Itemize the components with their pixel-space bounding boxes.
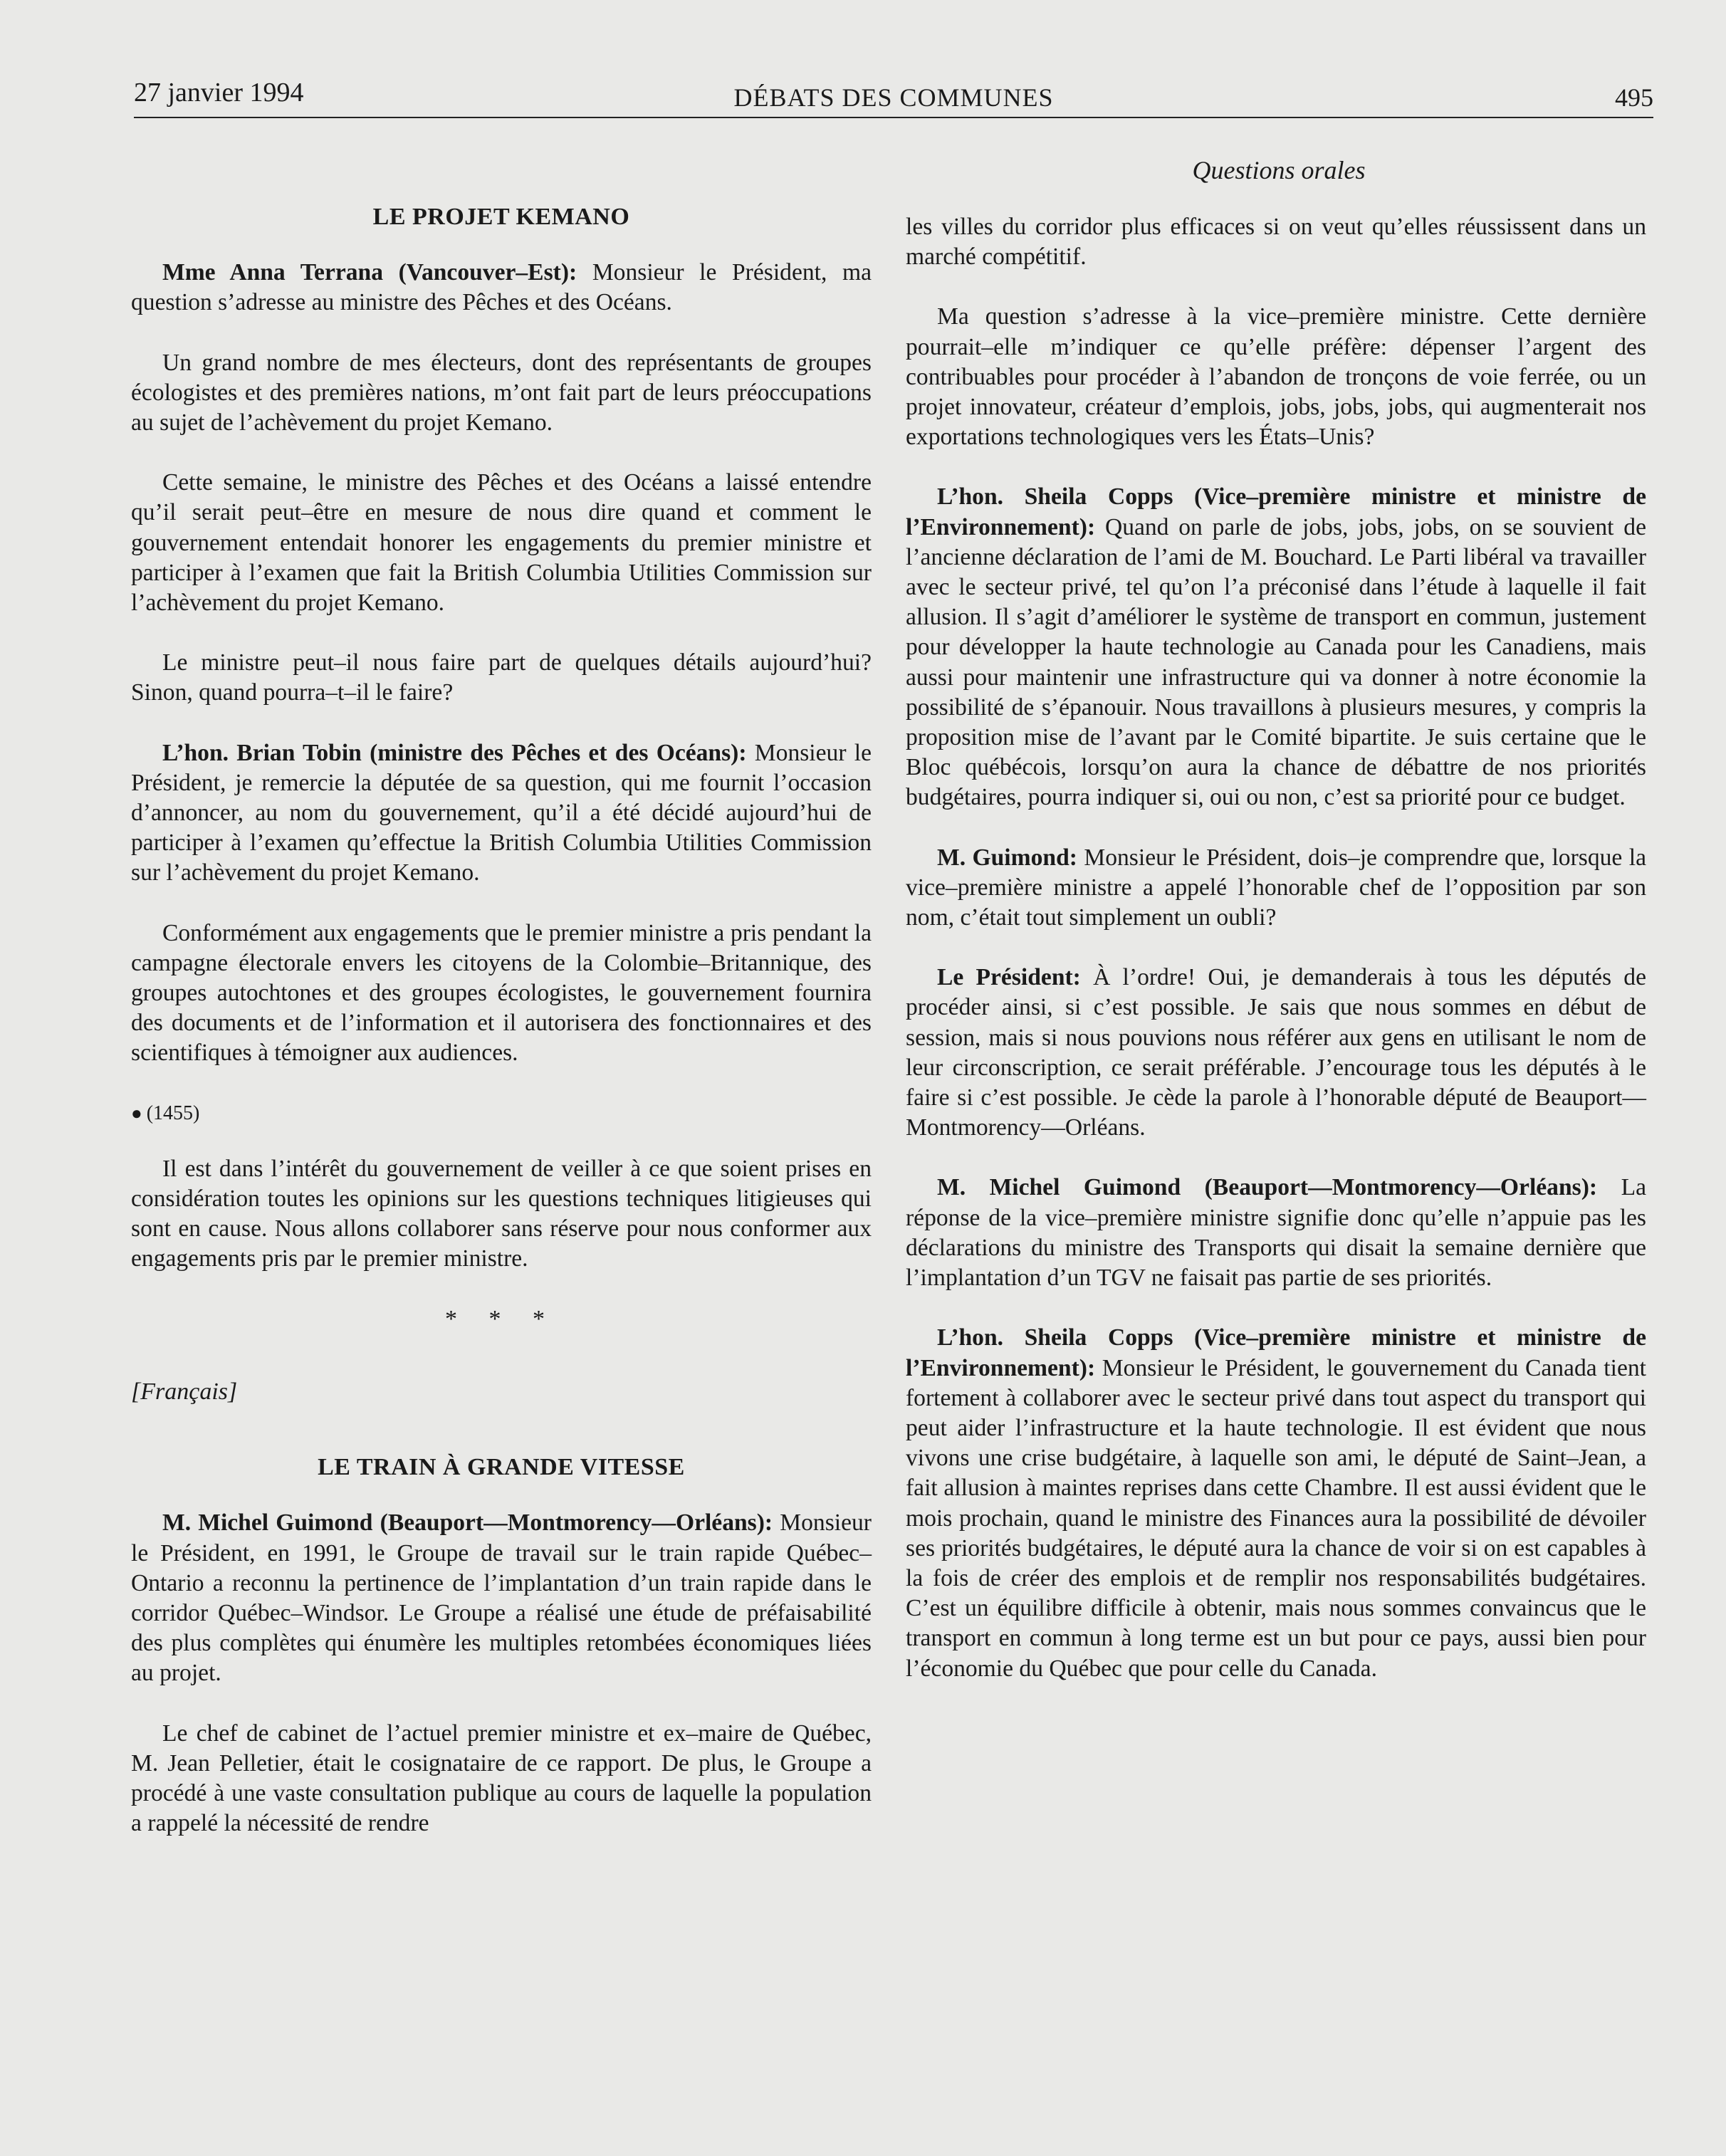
section-separator: * * * <box>445 1305 558 1332</box>
paragraph <box>906 843 1646 933</box>
speaker-name: Le Président: <box>937 964 1081 991</box>
paragraph <box>906 482 1646 812</box>
paragraph <box>131 258 872 318</box>
language-tag: [Français] <box>131 1378 238 1405</box>
paragraph <box>906 963 1646 1143</box>
paragraph: Cette semaine, le ministre des Pêches et des Océans a laissé entendre qu’il serait peut–être en mesure de nous dire quand et comment le gouvernement entendait honorer les engagements du premier ministre et participer à l’examen que fait la British Columbia Utilities Commission sur l’achèvement du projet Kemano. <box>131 469 872 617</box>
speaker-name: L’hon. Sheila Copps (Vice–première ministre et ministre de l’Environnement): <box>906 1324 1646 1381</box>
paragraph-text: À l’ordre! Oui, je demanderais à tous les députés de procéder ainsi, si c’est possible. Je sais que nous sommes en début de session, mais si nous pouvions nous référer aux gens en utilisant le nom de leur circonscription, ce serait préférable. J’encourage tous les députés à le faire si c’est possible. Je cède la parole à l’honorable député de Beauport—Montmorency—Orléans. <box>906 964 1646 1141</box>
paragraph: Un grand nombre de mes électeurs, dont des représentants de groupes écologistes et des premières nations, m’ont fait part de leurs préoccupations au sujet de l’achèvement du projet Kemano. <box>131 349 872 436</box>
paragraph: les villes du corridor plus efficaces si on veut qu’elles réussissent dans un marché compétitif. <box>906 214 1646 271</box>
paragraph-text: La réponse de la vice–première ministre signifie donc qu’elle n’appuie pas les déclarations du ministre des Transports qui disait la semaine dernière que l’implantation d’un TGV ne faisait pas partie de ses priorités. <box>906 1174 1646 1292</box>
speaker-name: M. Michel Guimond (Beauport—Montmorency—Orléans): <box>937 1174 1598 1201</box>
heading-tgv: LE TRAIN À GRANDE VITESSE <box>318 1454 685 1481</box>
paragraph: Le chef de cabinet de l’actuel premier ministre et ex–maire de Québec, M. Jean Pelletier, était le cosignataire de ce rapport. De plus, le Groupe a procédé à une vaste consultation publique au cours de laquelle la population a rappelé la nécessité de rendre <box>131 1720 872 1837</box>
paragraph: Ma question s’adresse à la vice–première ministre. Cette dernière pourrait–elle m’indiquer ce qu’elle préfère: dépenser l’argent des contribuables pour procéder à l’abandon de tronçons de voie ferrée, ou un projet innovateur, créateur d’emplois, jobs, jobs, jobs, qui augmenterait nos exportations technologiques vers les États–Unis? <box>906 303 1646 451</box>
speaker-name: L’hon. Brian Tobin (ministre des Pêches et des Océans): <box>162 739 747 766</box>
header-title: DÉBATS DES COMMUNES <box>733 83 1054 112</box>
paragraph-text: Monsieur le Président, dois–je comprendre que, lorsque la vice–première ministre a appelé l’honorable chef de l’opposition par son nom, c’était tout simplement un oubli? <box>906 844 1646 931</box>
paragraph <box>906 1173 1646 1293</box>
heading-kemano: LE PROJET KEMANO <box>372 204 630 230</box>
speaker-name: M. Guimond: <box>937 844 1077 871</box>
paragraph-text: Quand on parle de jobs, jobs, jobs, on se souvient de l’ancienne déclaration de l’ami de M. Bouchard. Le Parti libéral va travailler avec le secteur privé, tel qu’on l’a préconisé dans l’étude à laquelle il fait allusion. Il s’agit d’améliorer le système de transport en commun, justement pour développer la haute technologie au Canada pour les Canadiens, mais aussi pour maintenir une infrastructure qui va donner à notre économie la possibilité de s’épanouir. Nous travaillons à plusieurs mesures, y compris la proposition mise de l’avant par le Comité bipartite. Je suis certaine que le Bloc québécois, lorsqu’on aura la chance de débattre de nos priorités budgétaires, pourra indiquer si, oui ou non, c’est sa priorité pour ce budget. <box>906 513 1646 811</box>
time-marker <box>131 1099 872 1129</box>
paragraph: Il est dans l’intérêt du gouvernement de veiller à ce que soient prises en considération toutes les opinions sur les questions techniques litigieuses qui sont en cause. Nous allons collaborer sans réserve pour nous conformer aux engagements pris par le premier ministre. <box>131 1155 872 1272</box>
header-page-number: 495 <box>1615 83 1653 112</box>
paragraph: Conformément aux engagements que le premier ministre a pris pendant la campagne électorale envers les citoyens de la Colombie–Britannique, des groupes autochtones et des groupes écologistes, le gouvernement fournira des documents et de l’information et il autorisera des fonctionnaires et des scientifiques à témoigner aux audiences. <box>131 919 872 1067</box>
paragraph <box>131 1508 872 1688</box>
paragraph-text: Monsieur le Président, ma question s’adresse au ministre des Pêches et des Océans. <box>131 259 872 316</box>
bullet-icon: ● <box>131 1102 142 1124</box>
paragraph-text: Monsieur le Président, je remercie la députée de sa question, qui me fournit l’occasion d’annoncer, au nom du gouvernement, qu’il a été décidé aujourd’hui de participer à l’examen qu’effectue la British Columbia Utilities Commission sur l’achèvement du projet Kemano. <box>131 739 872 886</box>
paragraph <box>131 738 872 889</box>
speaker-name: M. Michel Guimond (Beauport—Montmorency—Orléans): <box>162 1509 773 1537</box>
paragraph-text: Monsieur le Président, en 1991, le Groupe de travail sur le train rapide Québec–Ontario a reconnu la pertinence de l’implantation d’un train rapide dans le corridor Québec–Windsor. Le Groupe a réalisé une étude de préfaisabilité des plus complètes qui énumère les multiples retombées économiques liées au projet. <box>131 1509 872 1687</box>
left-column <box>131 202 872 1838</box>
paragraph-text: Monsieur le Président, le gouvernement du Canada tient fortement à collaborer avec le secteur privé dans tout aspect du transport qui peut aider l’infrastructure et la haute technologie. Il est évident que nous vivons une crise budgétaire, à laquelle son ami, le député de Saint–Jean, a fait allusion à maintes reprises dans cette Chambre. Il est aussi évident que le mois prochain, quand le ministre des Finances aura la possibilité de dévoiler ses priorités budgétaires, le député aura la chance de voir si on est capables à la fois de créer des emplois et de remplir nos responsabilités budgétaires. C’est un équilibre difficile à obtenir, mais nous sommes convaincus que le transport en commun à long terme est un but pour ce pays, aussi bien pour l’économie du Québec que pour celle du Canada. <box>906 1354 1646 1682</box>
right-column <box>906 212 1646 1684</box>
speaker-name: Mme Anna Terrana (Vancouver–Est): <box>162 259 577 286</box>
speaker-name: L’hon. Sheila Copps (Vice–première ministre et ministre de l’Environnement): <box>906 483 1646 540</box>
paragraph: Le ministre peut–il nous faire part de quelques détails aujourd’hui? Sinon, quand pourra–t–il le faire? <box>131 649 872 706</box>
header-date: 27 janvier 1994 <box>134 78 304 108</box>
section-label: Questions orales <box>1192 156 1366 184</box>
paragraph <box>906 1323 1646 1683</box>
running-header <box>134 70 1653 118</box>
time-marker-text: (1455) <box>146 1101 200 1124</box>
